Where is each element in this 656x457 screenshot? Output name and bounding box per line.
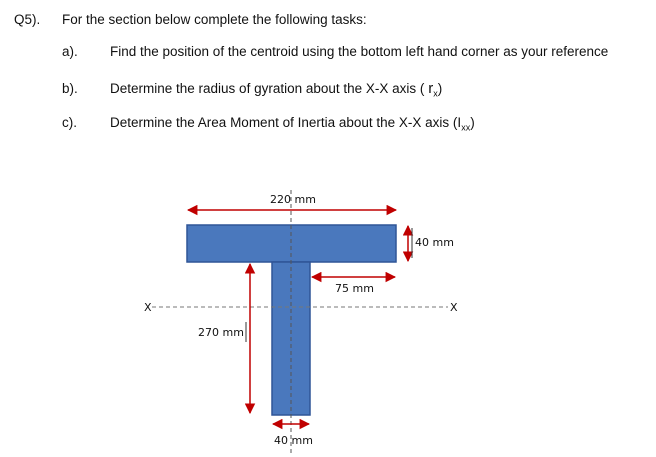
task-a-label: a). [62, 44, 78, 59]
x-axis-label-right: X [450, 301, 458, 314]
task-b-label: b). [62, 81, 78, 96]
radius-subscript: x [433, 88, 438, 99]
x-axis-label-left: X [144, 301, 152, 314]
flange-width-label: 220 mm [270, 193, 316, 206]
question-number: Q5). [14, 12, 41, 27]
task-c-text: Determine the Area Moment of Inertia about the X-X axis $(I_{xx})$ [110, 115, 475, 133]
question-intro: For the section below complete the following tasks: [62, 12, 367, 27]
flange-thickness-label: 40 mm [415, 236, 454, 249]
radius-symbol: r [428, 80, 434, 97]
task-a-text: Find the position of the centroid using the bottom left hand corner as your reference [110, 44, 609, 59]
inertia-symbol: I [457, 115, 462, 130]
task-c-label: c). [62, 115, 77, 130]
flange-overhang-label: 75 mm [335, 282, 374, 295]
web-height-label: 270 mm [198, 326, 244, 339]
task-b-text: Determine the radius of gyration about the X-X axis ( $r_x$) [110, 80, 443, 99]
inertia-subscript: xx [461, 122, 471, 133]
web-width-label: 40 mm [274, 434, 313, 447]
